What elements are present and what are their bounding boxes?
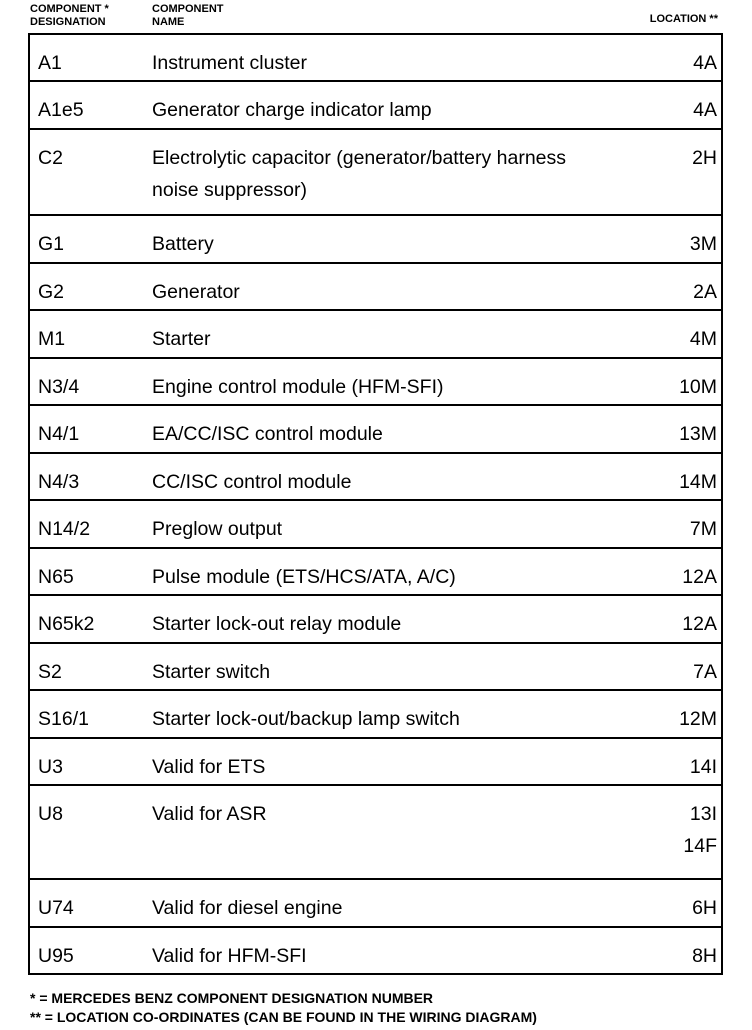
footnote-designation: * = MERCEDES BENZ COMPONENT DESIGNATION NUMBER	[30, 990, 434, 1006]
location-coordinate: 4A	[693, 99, 717, 121]
table-row	[28, 549, 723, 596]
table-row	[28, 82, 723, 130]
component-designation: C2	[38, 147, 63, 169]
component-designation: S2	[38, 661, 62, 683]
component-name	[152, 94, 652, 126]
component-location	[692, 892, 717, 924]
name-header-line-2: NAME	[152, 16, 185, 28]
component-name-line: EA/CC/ISC control module	[152, 423, 383, 445]
component-designation: G2	[38, 281, 65, 303]
component-location	[690, 751, 717, 783]
component-location	[693, 94, 717, 126]
table-row	[28, 501, 723, 549]
component-location	[690, 323, 717, 355]
component-name	[152, 751, 652, 783]
component-designation: A1	[38, 52, 62, 74]
component-name-line: Valid for diesel engine	[152, 897, 343, 919]
component-name	[152, 466, 652, 498]
component-designation: N14/2	[38, 518, 91, 540]
component-name-line: Generator	[152, 281, 240, 303]
component-name	[152, 561, 652, 593]
component-location	[693, 47, 717, 79]
component-name-line: Valid for ETS	[152, 756, 266, 778]
location-coordinate: 12A	[682, 613, 717, 635]
location-coordinate: 13I	[689, 803, 717, 825]
table-row	[28, 596, 723, 644]
component-location	[690, 513, 717, 545]
component-designation: A1e5	[38, 99, 84, 121]
location-column-header: LOCATION **	[649, 13, 718, 25]
component-name-line: noise suppressor)	[152, 179, 307, 201]
component-location	[692, 940, 717, 972]
component-name-line: Preglow output	[152, 518, 283, 540]
location-coordinate: 7M	[689, 518, 717, 540]
footnote-location: ** = LOCATION CO-ORDINATES (CAN BE FOUND IN THE WIRING DIAGRAM)	[30, 1009, 537, 1025]
location-coordinate: 3M	[689, 233, 717, 255]
location-coordinate: 14M	[679, 471, 717, 493]
name-header-line-1: COMPONENT	[152, 3, 224, 15]
component-location	[692, 142, 717, 174]
component-name-line: Pulse module (ETS/HCS/ATA, A/C)	[152, 566, 456, 588]
table-row	[28, 454, 723, 501]
component-name	[152, 418, 652, 450]
table-row	[28, 216, 723, 264]
component-name-line: Engine control module (HFM-SFI)	[152, 376, 444, 398]
component-name-line: Valid for HFM-SFI	[152, 945, 307, 967]
component-name-line: Instrument cluster	[152, 52, 307, 74]
table-row	[28, 691, 723, 739]
location-coordinate: 10M	[679, 376, 717, 398]
component-location	[693, 656, 717, 688]
table-row	[28, 739, 723, 786]
component-location	[682, 561, 717, 593]
component-name	[152, 798, 652, 830]
component-designation: U95	[38, 945, 74, 967]
component-name	[152, 703, 652, 735]
component-location	[682, 608, 717, 640]
component-designation: S16/1	[38, 708, 89, 730]
table-row	[28, 311, 723, 359]
component-location	[679, 371, 717, 403]
location-coordinate: 13M	[679, 423, 717, 445]
location-coordinate: 8H	[692, 945, 717, 967]
table-row	[28, 130, 723, 216]
component-designation: U8	[38, 803, 63, 825]
component-location	[693, 276, 717, 308]
name-column-header	[152, 3, 224, 29]
component-name	[152, 228, 652, 260]
component-name	[152, 47, 652, 79]
component-table	[28, 33, 723, 975]
location-coordinate: 14I	[689, 756, 717, 778]
location-coordinate: 14F	[683, 835, 717, 857]
table-row	[28, 644, 723, 691]
component-name-line: Starter lock-out/backup lamp switch	[152, 708, 460, 730]
component-name-line: Starter switch	[152, 661, 271, 683]
designation-header-line-2: DESIGNATION	[30, 16, 106, 28]
component-name	[152, 142, 652, 206]
component-name-line: Valid for ASR	[152, 803, 267, 825]
location-coordinate: 6H	[692, 897, 717, 919]
table-row	[28, 928, 723, 975]
component-name-line: Battery	[152, 233, 214, 255]
designation-column-header	[30, 3, 109, 29]
table-row	[28, 359, 723, 406]
component-name	[152, 656, 652, 688]
component-designation: N3/4	[38, 376, 80, 398]
component-name	[152, 323, 652, 355]
component-designation: N4/3	[38, 471, 80, 493]
location-coordinate: 12M	[679, 708, 717, 730]
component-name	[152, 276, 652, 308]
location-coordinate: 12A	[682, 566, 717, 588]
component-designation: U3	[38, 756, 63, 778]
table-row	[28, 880, 723, 928]
table-row	[28, 35, 723, 82]
location-coordinate: 2H	[692, 147, 717, 169]
location-coordinate: 7A	[693, 661, 717, 683]
component-location	[690, 228, 717, 260]
component-location	[683, 798, 717, 862]
component-location	[679, 418, 717, 450]
component-name-line: Starter	[152, 328, 211, 350]
component-name-line: Generator charge indicator lamp	[152, 99, 432, 121]
component-designation: U74	[38, 897, 74, 919]
component-name	[152, 892, 652, 924]
location-coordinate: 2A	[693, 281, 717, 303]
component-name	[152, 940, 652, 972]
component-designation: G1	[38, 233, 65, 255]
component-name	[152, 371, 652, 403]
location-coordinate: 4M	[689, 328, 717, 350]
table-row	[28, 786, 723, 880]
component-location	[679, 466, 717, 498]
location-coordinate: 4A	[693, 52, 717, 74]
component-designation: N65	[38, 566, 74, 588]
table-row	[28, 406, 723, 454]
component-designation: N4/1	[38, 423, 80, 445]
component-name-line: CC/ISC control module	[152, 471, 352, 493]
designation-header-line-1: COMPONENT *	[30, 3, 109, 15]
component-designation: N65k2	[38, 613, 95, 635]
component-name-line: Electrolytic capacitor (generator/battery harness	[152, 147, 567, 169]
component-name-line: Starter lock-out relay module	[152, 613, 402, 635]
component-name	[152, 608, 652, 640]
component-location	[679, 703, 717, 735]
component-designation: M1	[38, 328, 66, 350]
component-name	[152, 513, 652, 545]
table-row	[28, 264, 723, 311]
